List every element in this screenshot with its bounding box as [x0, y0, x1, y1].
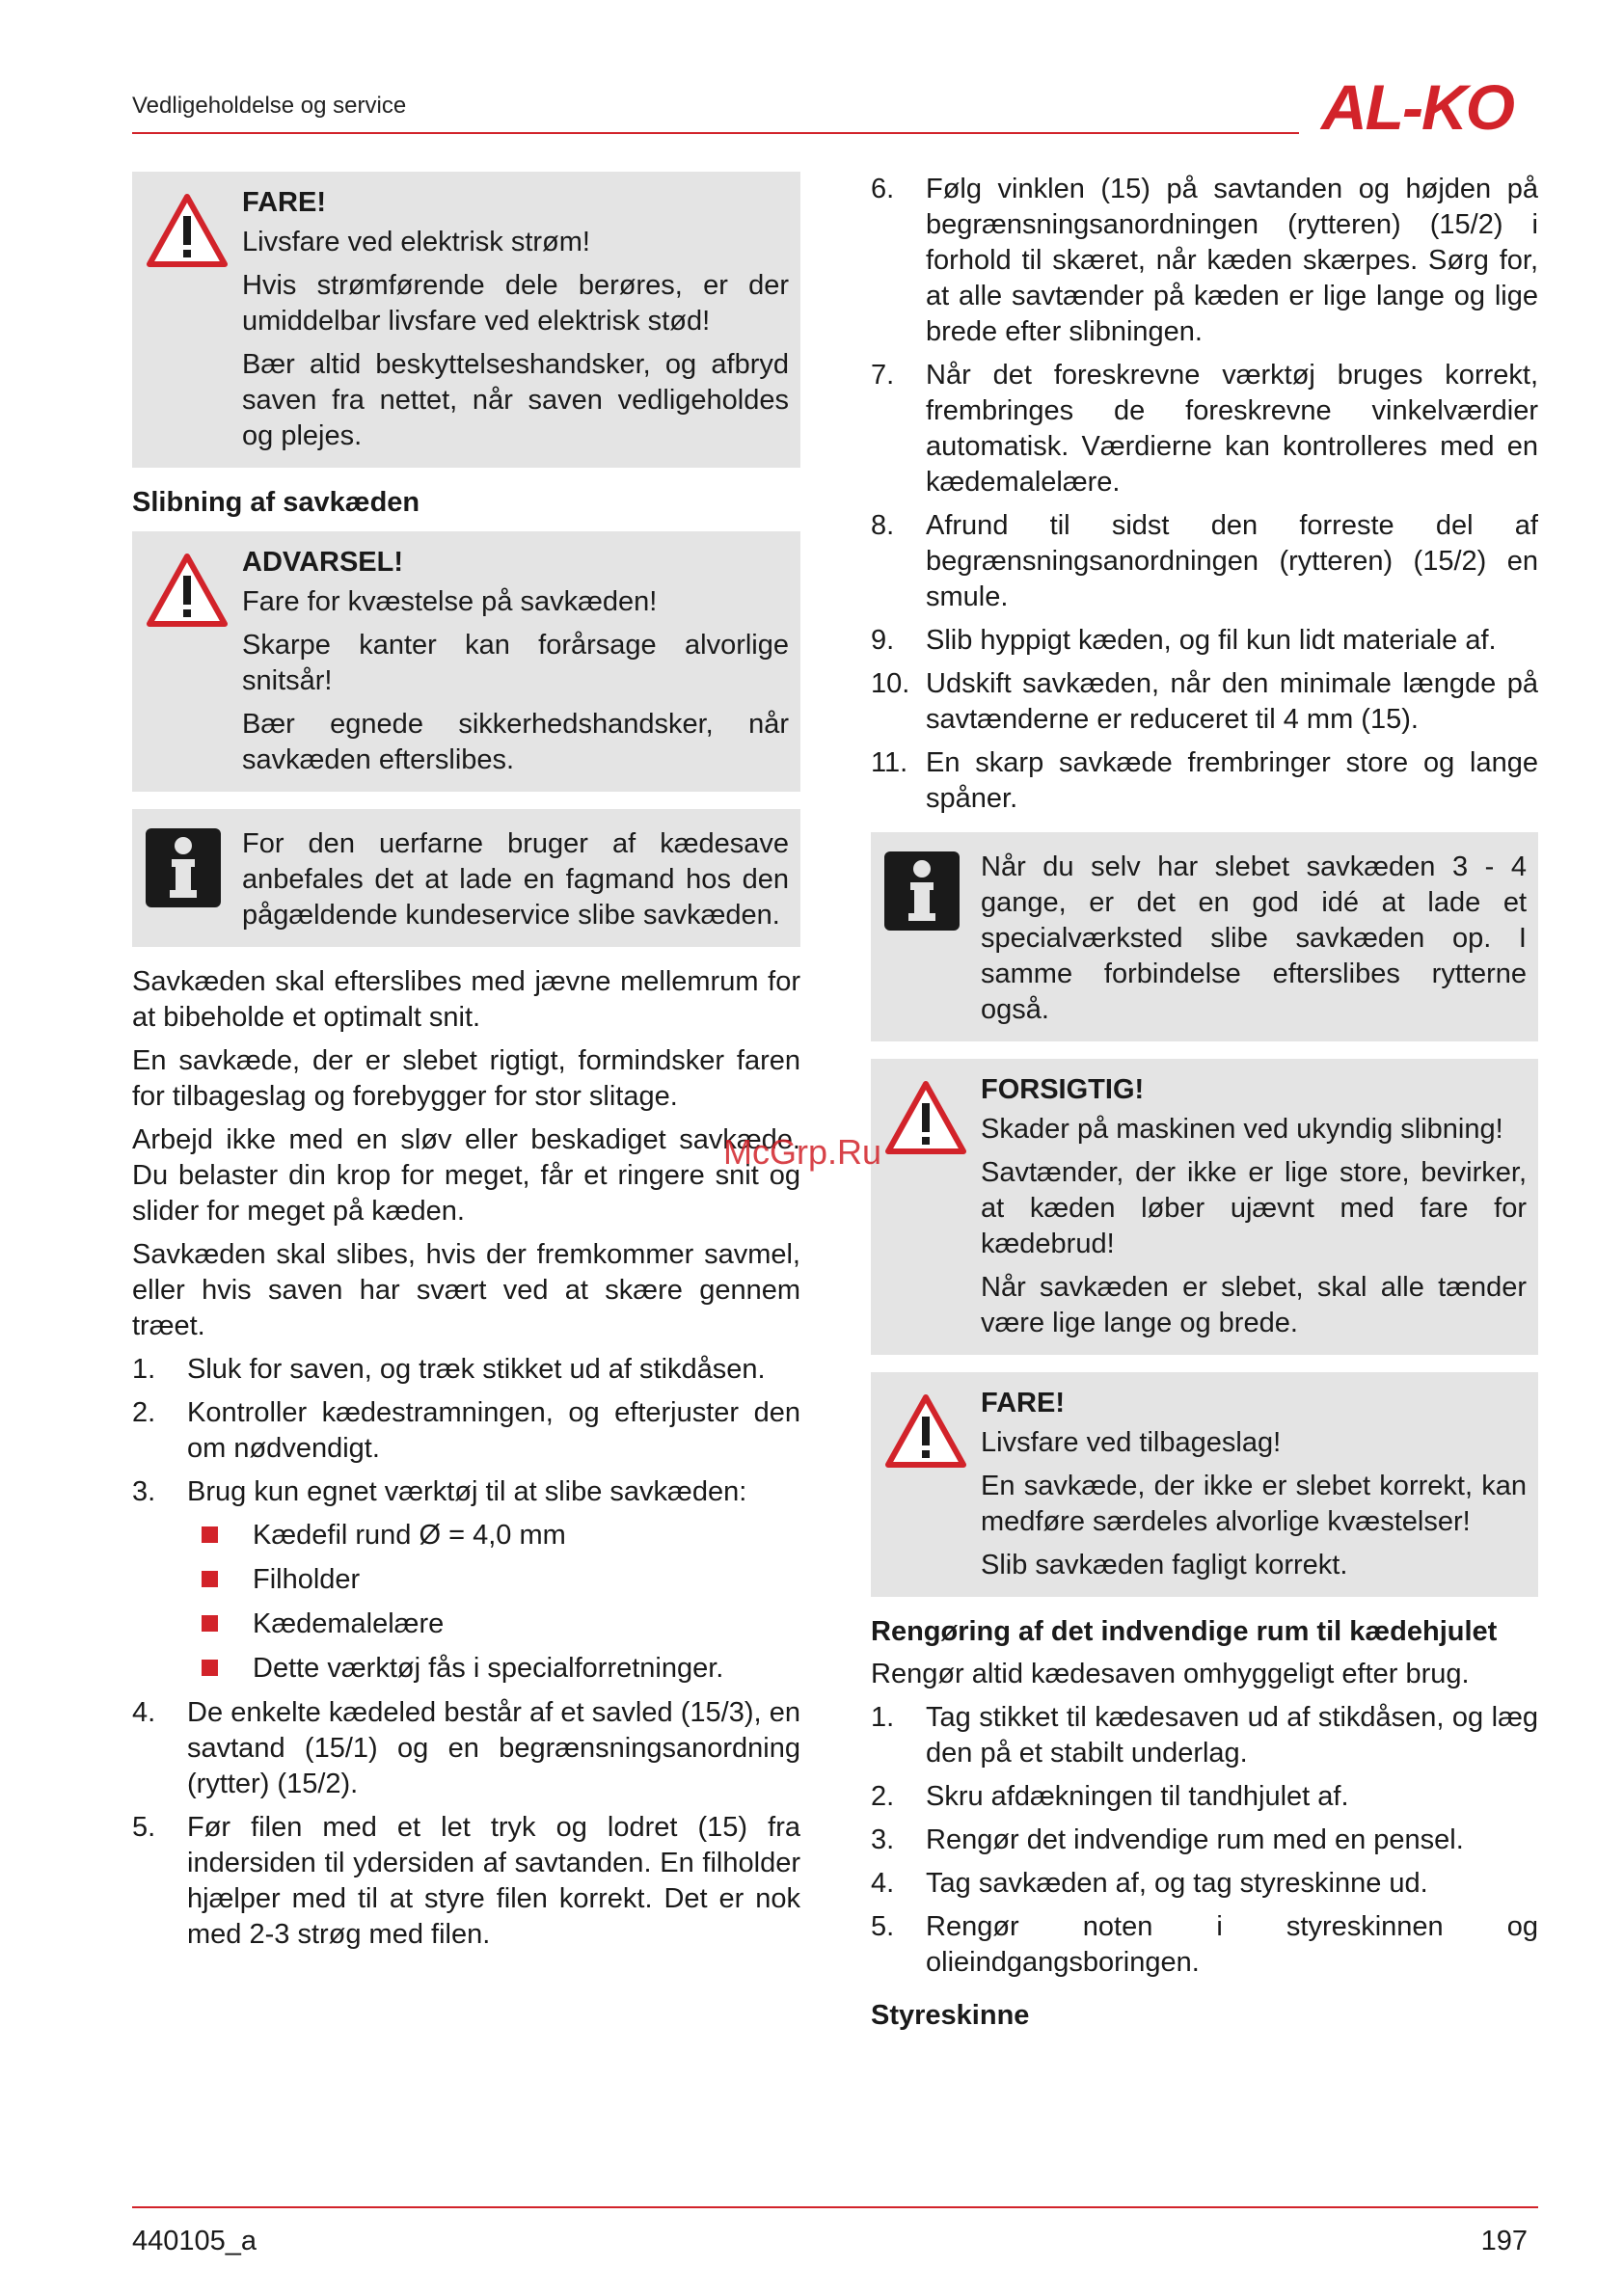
tool-text: Kædefil rund Ø = 4,0 mm — [253, 1520, 566, 1551]
body-paragraph: Savkæden skal slibes, hvis der fremkommer savmel, eller hvis saven har svært ved at skære gennem træet. — [132, 1239, 800, 1341]
list-item — [871, 1909, 1538, 1981]
footer-divider — [132, 2206, 1538, 2208]
step-text: Udskift savkæden, når den minimale længde på savtænderne er reduceret til 4 mm (15). — [926, 668, 1538, 735]
step-text: Tag savkæden af, og tag styreskinne ud. — [926, 1868, 1428, 1899]
page-number: 197 — [1480, 2226, 1528, 2256]
warning-text: Skader på maskinen ved ukyndig slibning! — [981, 1114, 1503, 1145]
step-text: Skru afdækningen til tandhjulet af. — [926, 1781, 1349, 1812]
body-paragraph: Rengør altid kædesaven omhyggeligt efter brug. — [871, 1659, 1470, 1689]
warning-title: FARE! — [242, 187, 326, 218]
danger-box-electric — [132, 172, 800, 468]
step-text: Tag stikket til kædesaven ud af stikdåsen, og læg den på et stabilt underlag. — [926, 1702, 1538, 1769]
list-item — [187, 1562, 800, 1598]
list-item — [871, 508, 1538, 615]
cleaning-steps-list — [871, 1700, 1538, 1981]
bullet-square-icon — [202, 1615, 218, 1632]
warning-text: Livsfare ved tilbageslag! — [981, 1427, 1282, 1458]
left-column — [132, 172, 800, 1960]
bullet-square-icon — [202, 1526, 218, 1543]
step-number: 1. — [132, 1354, 156, 1385]
section-heading: Styreskinne — [871, 2000, 1030, 2031]
section-heading: Slibning af savkæden — [132, 487, 420, 518]
warning-title: FARE! — [981, 1388, 1065, 1418]
step-text: Når det foreskrevne værktøj bruges korrekt, frembringes de foreskrevne vinkelværdier automatisk. Værdierne kan kontrolleres med en kædemalelære. — [926, 360, 1538, 498]
step-number: 10. — [871, 668, 910, 699]
tool-text: Dette værktøj fås i specialforretninger. — [253, 1653, 724, 1684]
step-number: 4. — [871, 1868, 895, 1899]
step-number: 9. — [871, 625, 895, 656]
bullet-square-icon — [202, 1660, 218, 1676]
sharpening-steps-list — [132, 1352, 800, 1953]
warning-text: Slib savkæden fagligt korrekt. — [981, 1550, 1348, 1580]
warning-text: Bær altid beskyttelseshandsker, og afbryd saven fra nettet, når saven vedligeholdes og plejes. — [242, 349, 789, 451]
step-number: 11. — [871, 747, 908, 778]
list-item — [871, 1779, 1538, 1815]
sharpening-steps-continued — [871, 172, 1538, 817]
list-item — [132, 1695, 800, 1802]
section-heading: Rengøring af det indvendige rum til kædehjulet — [871, 1616, 1498, 1647]
step-text: Sluk for saven, og træk stikket ud af stikdåsen. — [187, 1354, 766, 1385]
info-text: For den uerfarne bruger af kædesave anbefales det at lade en fagmand hos den pågældende kundeservice slibe savkæden. — [242, 828, 789, 931]
step-text: De enkelte kædeled består af et savled (15/3), en savtand (15/1) og en begrænsningsanordning (rytter) (15/2). — [187, 1697, 800, 1799]
list-item — [187, 1607, 800, 1642]
body-paragraph: Arbejd ikke med en sløv eller beskadiget savkæde. Du belaster din krop for meget, får et ringere snit og slider for meget på kæden. — [132, 1124, 800, 1227]
info-text: Når du selv har slebet savkæden 3 - 4 gange, er det en god idé at lade et specialværksted slibe savkæden op. I samme forbindelse efterslibes rytterne også. — [981, 851, 1527, 1025]
step-text: Kontroller kædestramningen, og efterjuster den om nødvendigt. — [187, 1397, 800, 1464]
document-id: 440105_a — [132, 2226, 257, 2256]
step-number: 5. — [132, 1812, 156, 1843]
step-text: Brug kun egnet værktøj til at slibe savkæden: — [187, 1476, 747, 1507]
tool-text: Kædemalelære — [253, 1608, 445, 1639]
caution-box-machine — [871, 1059, 1538, 1355]
warning-text: Når savkæden er slebet, skal alle tænder være lige lange og brede. — [981, 1272, 1527, 1338]
warning-title: FORSIGTIG! — [981, 1074, 1145, 1105]
page-header-title: Vedligeholdelse og service — [132, 93, 407, 119]
danger-box-kickback — [871, 1372, 1538, 1597]
step-number: 3. — [871, 1824, 895, 1855]
step-text: Rengør det indvendige rum med en pensel. — [926, 1824, 1464, 1855]
brand-logo: AL-KO — [1321, 71, 1513, 143]
list-item — [871, 745, 1538, 817]
step-number: 2. — [871, 1781, 895, 1812]
step-number: 7. — [871, 360, 895, 391]
list-item — [187, 1651, 800, 1687]
list-item — [187, 1518, 800, 1553]
body-paragraph: En savkæde, der er slebet rigtigt, formindsker faren for tilbageslag og forebygger for stor slitage. — [132, 1045, 800, 1112]
warning-text: Savtænder, der ikke er lige store, bevirker, at kæden løber ujævnt med fare for kædebrud! — [981, 1157, 1527, 1259]
list-item — [871, 1866, 1538, 1902]
list-item — [132, 1810, 800, 1953]
step-number: 5. — [871, 1911, 895, 1942]
step-number: 4. — [132, 1697, 156, 1728]
step-text: En skarp savkæde frembringer store og lange spåner. — [926, 747, 1538, 814]
list-item — [871, 358, 1538, 500]
info-box-professional — [132, 809, 800, 947]
step-number: 6. — [871, 174, 895, 204]
step-number: 1. — [871, 1702, 895, 1733]
list-item — [871, 1823, 1538, 1858]
step-text: Slib hyppigt kæden, og fil kun lidt materiale af. — [926, 625, 1497, 656]
warning-triangle-icon — [146, 193, 229, 270]
warning-text: Fare for kvæstelse på savkæden! — [242, 586, 658, 617]
warning-box-cut — [132, 531, 800, 792]
step-text: Rengør noten i styreskinnen og olieindgangsboringen. — [926, 1911, 1538, 1978]
tools-list — [187, 1518, 800, 1687]
step-number: 8. — [871, 510, 895, 541]
warning-triangle-icon — [884, 1080, 967, 1157]
list-item — [871, 1700, 1538, 1771]
warning-text: Livsfare ved elektrisk strøm! — [242, 227, 590, 257]
info-icon — [884, 851, 960, 931]
watermark: McGrp.Ru — [723, 1132, 882, 1172]
list-item — [132, 1395, 800, 1467]
warning-triangle-icon — [884, 1393, 967, 1471]
warning-text: Skarpe kanter kan forårsage alvorlige snitsår! — [242, 630, 789, 696]
list-item — [871, 172, 1538, 350]
step-text: Før filen med et let tryk og lodret (15) fra indersiden til ydersiden af savtanden. En filholder hjælper med til at styre filen korrekt. Det er nok med 2-3 strøg med filen. — [187, 1812, 800, 1950]
warning-text: En savkæde, der ikke er slebet korrekt, kan medføre særdeles alvorlige kvæstelser! — [981, 1471, 1527, 1537]
right-column — [871, 172, 1538, 2044]
warning-title: ADVARSEL! — [242, 547, 404, 578]
list-item — [132, 1474, 800, 1687]
step-text: Følg vinklen (15) på savtanden og højden på begrænsningsanordningen (rytteren) (15/2) i forhold til skæret, når kæden skærpes. Sørg for, at alle savtænder på kæden er lige lange og lige brede efter slibningen. — [926, 174, 1538, 347]
warning-text: Bær egnede sikkerhedshandsker, når savkæden efterslibes. — [242, 709, 789, 775]
tool-text: Filholder — [253, 1564, 361, 1595]
bullet-square-icon — [202, 1571, 218, 1587]
info-icon — [146, 828, 221, 907]
step-number: 2. — [132, 1397, 156, 1428]
warning-triangle-icon — [146, 553, 229, 630]
info-box-workshop — [871, 832, 1538, 1041]
step-text: Afrund til sidst den forreste del af begrænsningsanordningen (rytteren) (15/2) en smule. — [926, 510, 1538, 612]
list-item — [132, 1352, 800, 1388]
list-item — [871, 666, 1538, 738]
list-item — [871, 623, 1538, 659]
body-paragraph: Savkæden skal efterslibes med jævne mellemrum for at bibeholde et optimalt snit. — [132, 966, 800, 1033]
step-number: 3. — [132, 1476, 156, 1507]
header-divider — [132, 132, 1299, 134]
warning-text: Hvis strømførende dele berøres, er der umiddelbar livsfare ved elektrisk stød! — [242, 270, 789, 337]
